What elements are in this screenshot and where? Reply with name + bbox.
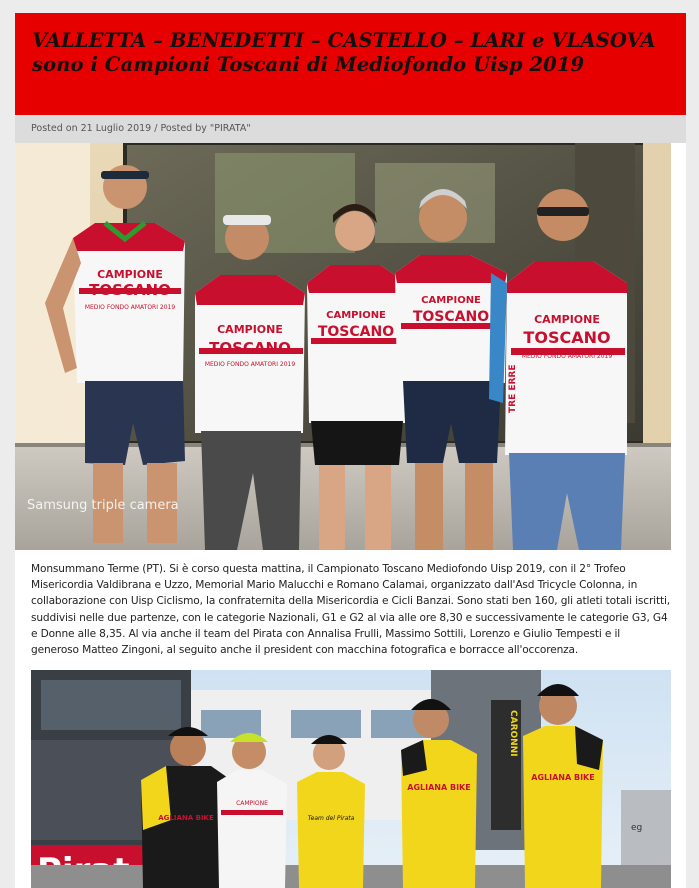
rider-1-jersey-title: CAMPIONE: [97, 268, 163, 281]
camera-watermark: Samsung triple camera: [27, 498, 179, 513]
rider-e-team-name: AGLIANA BIKE: [531, 773, 595, 782]
rider-1-jersey-sub: MEDIO FONDO AMATORI 2019: [84, 304, 176, 311]
team-photo: [31, 670, 671, 888]
rider-a-team-name: AGLIANA BIKE: [158, 814, 214, 822]
post-title-banner: [15, 13, 686, 115]
post-title: VALLETTA – BENEDETTI – CASTELLO – LARI e VLASOVA sono i Campioni Toscani di Mediofondo Uisp 2019: [32, 29, 656, 76]
rider-2-jersey-sub: MEDIO FONDO AMATORI 2019: [204, 361, 296, 368]
rider-3-jersey-name: TOSCANO: [317, 324, 395, 340]
team-photo-art: [31, 670, 671, 888]
rider-4-jersey-name: TOSCANO: [412, 309, 490, 325]
article-body: Monsummano Terme (PT). Si è corso questa mattina, il Campionato Toscano Mediofondo Uisp 2019, con il 2° Trofeo Misericordia Valdibrana e Uzzo, Memorial Mario Malucchi e Romano Calamai, organizzato dall'Asd Tricycle Colonna, in collaborazione con Uisp Ciclismo, la confraternita della Misericordia e Cicli Banzai. Sono stati ben 160, gli atleti totali iscritti, suddivisi nelle due partenze, con le categorie Nazionali, G1 e G2 al via alle ore 8,30 e successivamente le categorie G3, G4 e Donne alle 8,35. Al via anche il team del Pirata con Annalisa Frulli, Massimo Sottili, Lorenzo e Giulio Tempesti e il generoso Matteo Zingoni, al seguito anche il president con macchina fotografica e borracce all'occorenza.: [31, 563, 670, 657]
rider-4-jersey-title: CAMPIONE: [421, 295, 481, 306]
post-meta: Posted on 21 Luglio 2019 / Posted by "PIRATA": [15, 115, 686, 143]
rider-2-jersey-title: CAMPIONE: [217, 323, 283, 336]
rider-1-jersey-name: TOSCANO: [89, 281, 171, 299]
post-content: [15, 143, 686, 888]
rider-5-side-text: TRE ERRE: [508, 364, 518, 413]
champions-photo: [15, 143, 671, 550]
rider-c-kit-text: Team del Pirata: [307, 815, 355, 822]
rider-5-jersey-sub: MEDIO FONDO AMATORI 2019: [521, 353, 613, 360]
rider-3-jersey-title: CAMPIONE: [326, 310, 386, 321]
rider-2-jersey-name: TOSCANO: [209, 339, 291, 357]
rider-5-jersey-title: CAMPIONE: [534, 313, 600, 326]
rider-5-jersey-name: TOSCANO: [523, 328, 611, 347]
rider-b-jersey-title: CAMPIONE: [236, 800, 268, 807]
small-sign: eg: [631, 823, 643, 833]
caronni-sign: CARONNI: [508, 710, 518, 757]
champions-photo-art: [15, 143, 671, 550]
rider-d-team-name: AGLIANA BIKE: [407, 783, 471, 792]
